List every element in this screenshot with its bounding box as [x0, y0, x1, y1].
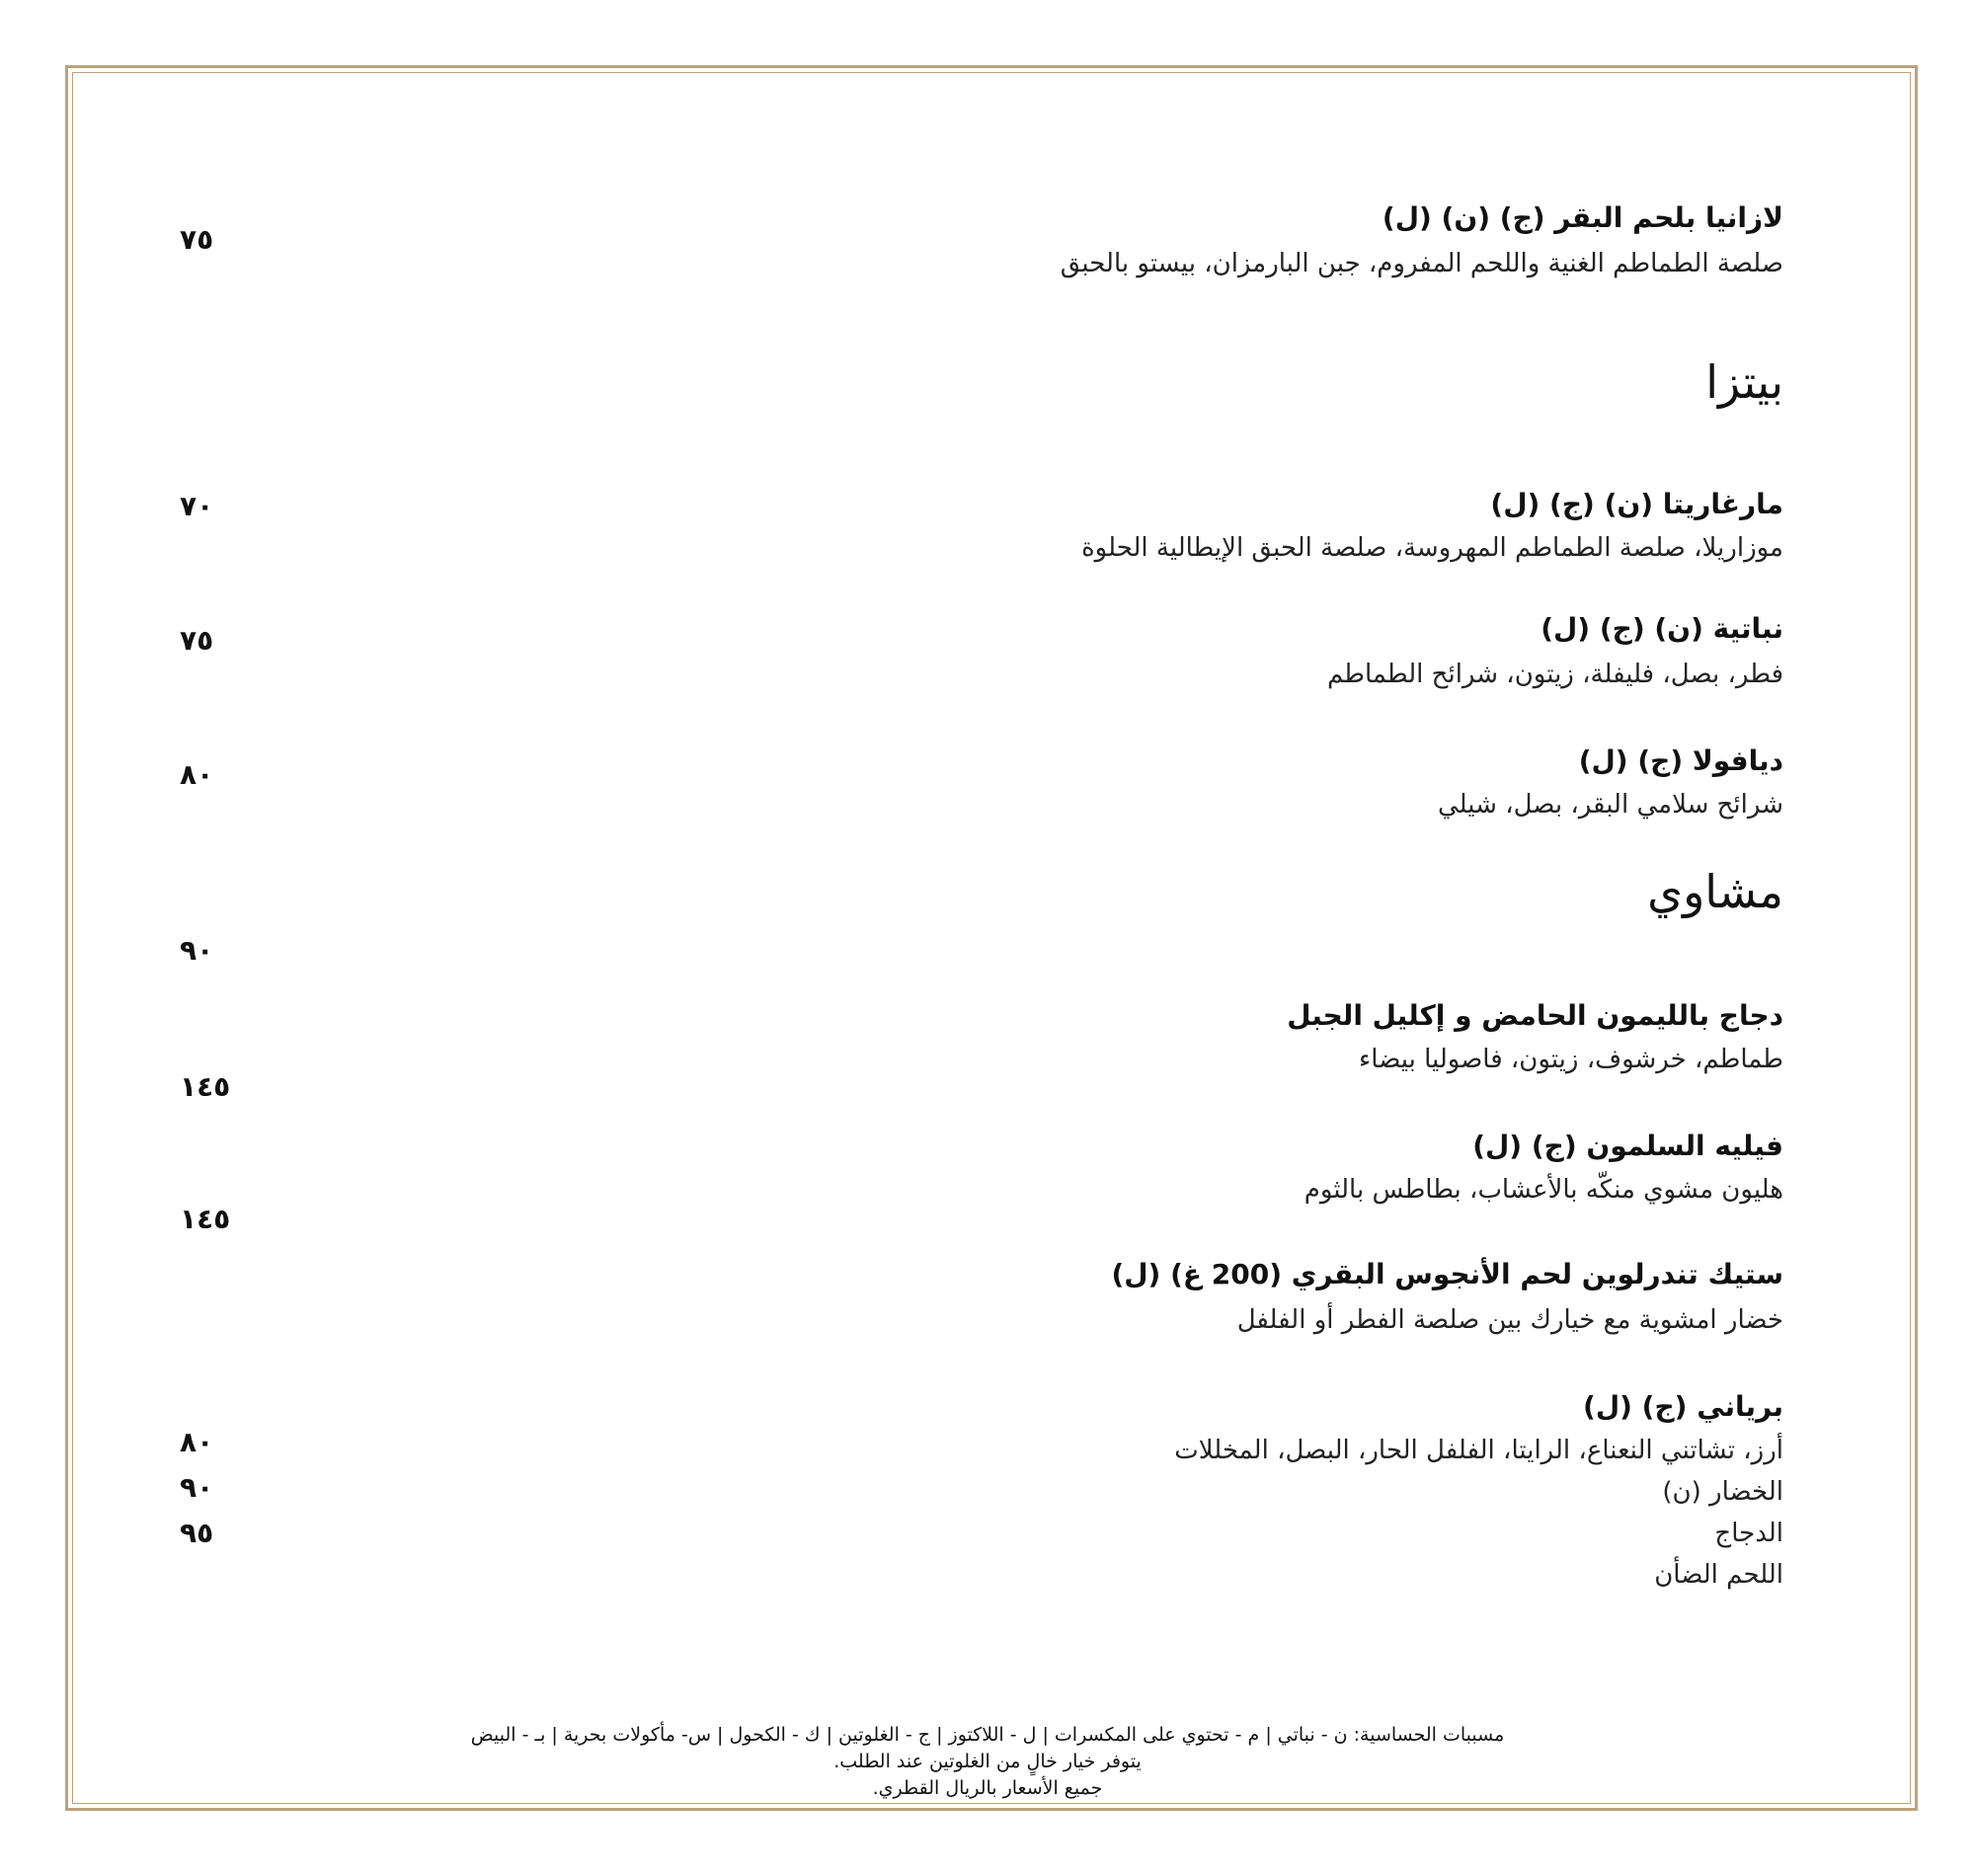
section-heading-pizza: بيتزا [1705, 355, 1783, 409]
biryani-price-lamb: ٩٥ [180, 1517, 214, 1549]
menu-item-name-salmon: فيليه السلمون (ج) (ل) [1472, 1130, 1783, 1162]
biryani-option-vegetable: الخضار (ن) [1662, 1477, 1783, 1507]
menu-item-price-diavola: ٨٠ [180, 758, 214, 791]
menu-item-desc-margherita: موزاريلا، صلصة الطماطم المهروسة، صلصة الحبق الإيطالية الحلوة [1081, 533, 1783, 563]
biryani-price-vegetable: ٨٠ [180, 1426, 214, 1458]
menu-item-name-lemon-chicken: دجاج بالليمون الحامض و إكليل الجبل [1287, 999, 1783, 1032]
footer-allergens: مسببات الحساسية: ن - نباتي | م - تحتوي على المكسرات | ل - اللاكتوز | ج - الغلوتين | ك - الكحول | س- مأكولات بحرية | بـ - البيض [470, 1724, 1505, 1746]
menu-item-price-lasagna: ٧٥ [180, 223, 214, 256]
menu-item-desc-salmon: هليون مشوي منكّه بالأعشاب، بطاطس بالثوم [1304, 1175, 1783, 1205]
biryani-option-chicken: الدجاج [1714, 1519, 1783, 1548]
section-heading-grills: مشاوي [1647, 865, 1783, 918]
footer-currency-note: جميع الأسعار بالريال القطري. [872, 1777, 1103, 1799]
footer-gluten-note: يتوفر خيار خالٍ من الغلوتين عند الطلب. [833, 1751, 1142, 1772]
page-border-inner [72, 72, 1911, 1804]
menu-item-name-diavola: ديافولا (ج) (ل) [1578, 744, 1783, 777]
menu-item-desc-vegetarian: فطر، بصل، فليفلة، زيتون، شرائح الطماطم [1326, 660, 1783, 689]
menu-item-name-biryani: برياني (ج) (ل) [1583, 1390, 1783, 1423]
menu-item-name-lasagna: لازانيا بلحم البقر (ج) (ن) (ل) [1382, 201, 1783, 234]
menu-item-desc-lasagna: صلصة الطماطم الغنية واللحم المفروم، جبن البارمزان، بيستو بالحبق [1060, 249, 1783, 278]
biryani-price-chicken: ٩٠ [180, 1471, 214, 1504]
menu-item-price-salmon: ١٤٥ [180, 1070, 231, 1103]
biryani-option-lamb: اللحم الضأن [1654, 1560, 1783, 1590]
menu-item-price-margherita: ٧٠ [180, 490, 214, 522]
menu-item-price-vegetarian: ٧٥ [180, 624, 214, 657]
menu-item-name-steak: ستيك تندرلوين لحم الأنجوس البقري (200 غ) (ل) [1111, 1258, 1783, 1290]
menu-item-desc-steak: خضار امشوية مع خيارك بين صلصة الفطر أو الفلفل [1236, 1305, 1783, 1335]
menu-item-price-steak: ١٤٥ [180, 1203, 231, 1235]
menu-item-desc-diavola: شرائح سلامي البقر، بصل، شيلي [1438, 790, 1783, 820]
menu-item-price-lemon-chicken: ٩٠ [180, 934, 214, 967]
menu-item-desc-lemon-chicken: طماطم، خرشوف، زيتون، فاصوليا بيضاء [1359, 1045, 1783, 1074]
menu-item-name-vegetarian: نباتية (ن) (ج) (ل) [1540, 612, 1783, 645]
menu-item-desc-biryani: أرز، تشاتني النعناع، الرايتا، الفلفل الحار، البصل، المخللات [1174, 1436, 1783, 1465]
menu-item-name-margherita: مارغاريتا (ن) (ج) (ل) [1490, 488, 1783, 520]
